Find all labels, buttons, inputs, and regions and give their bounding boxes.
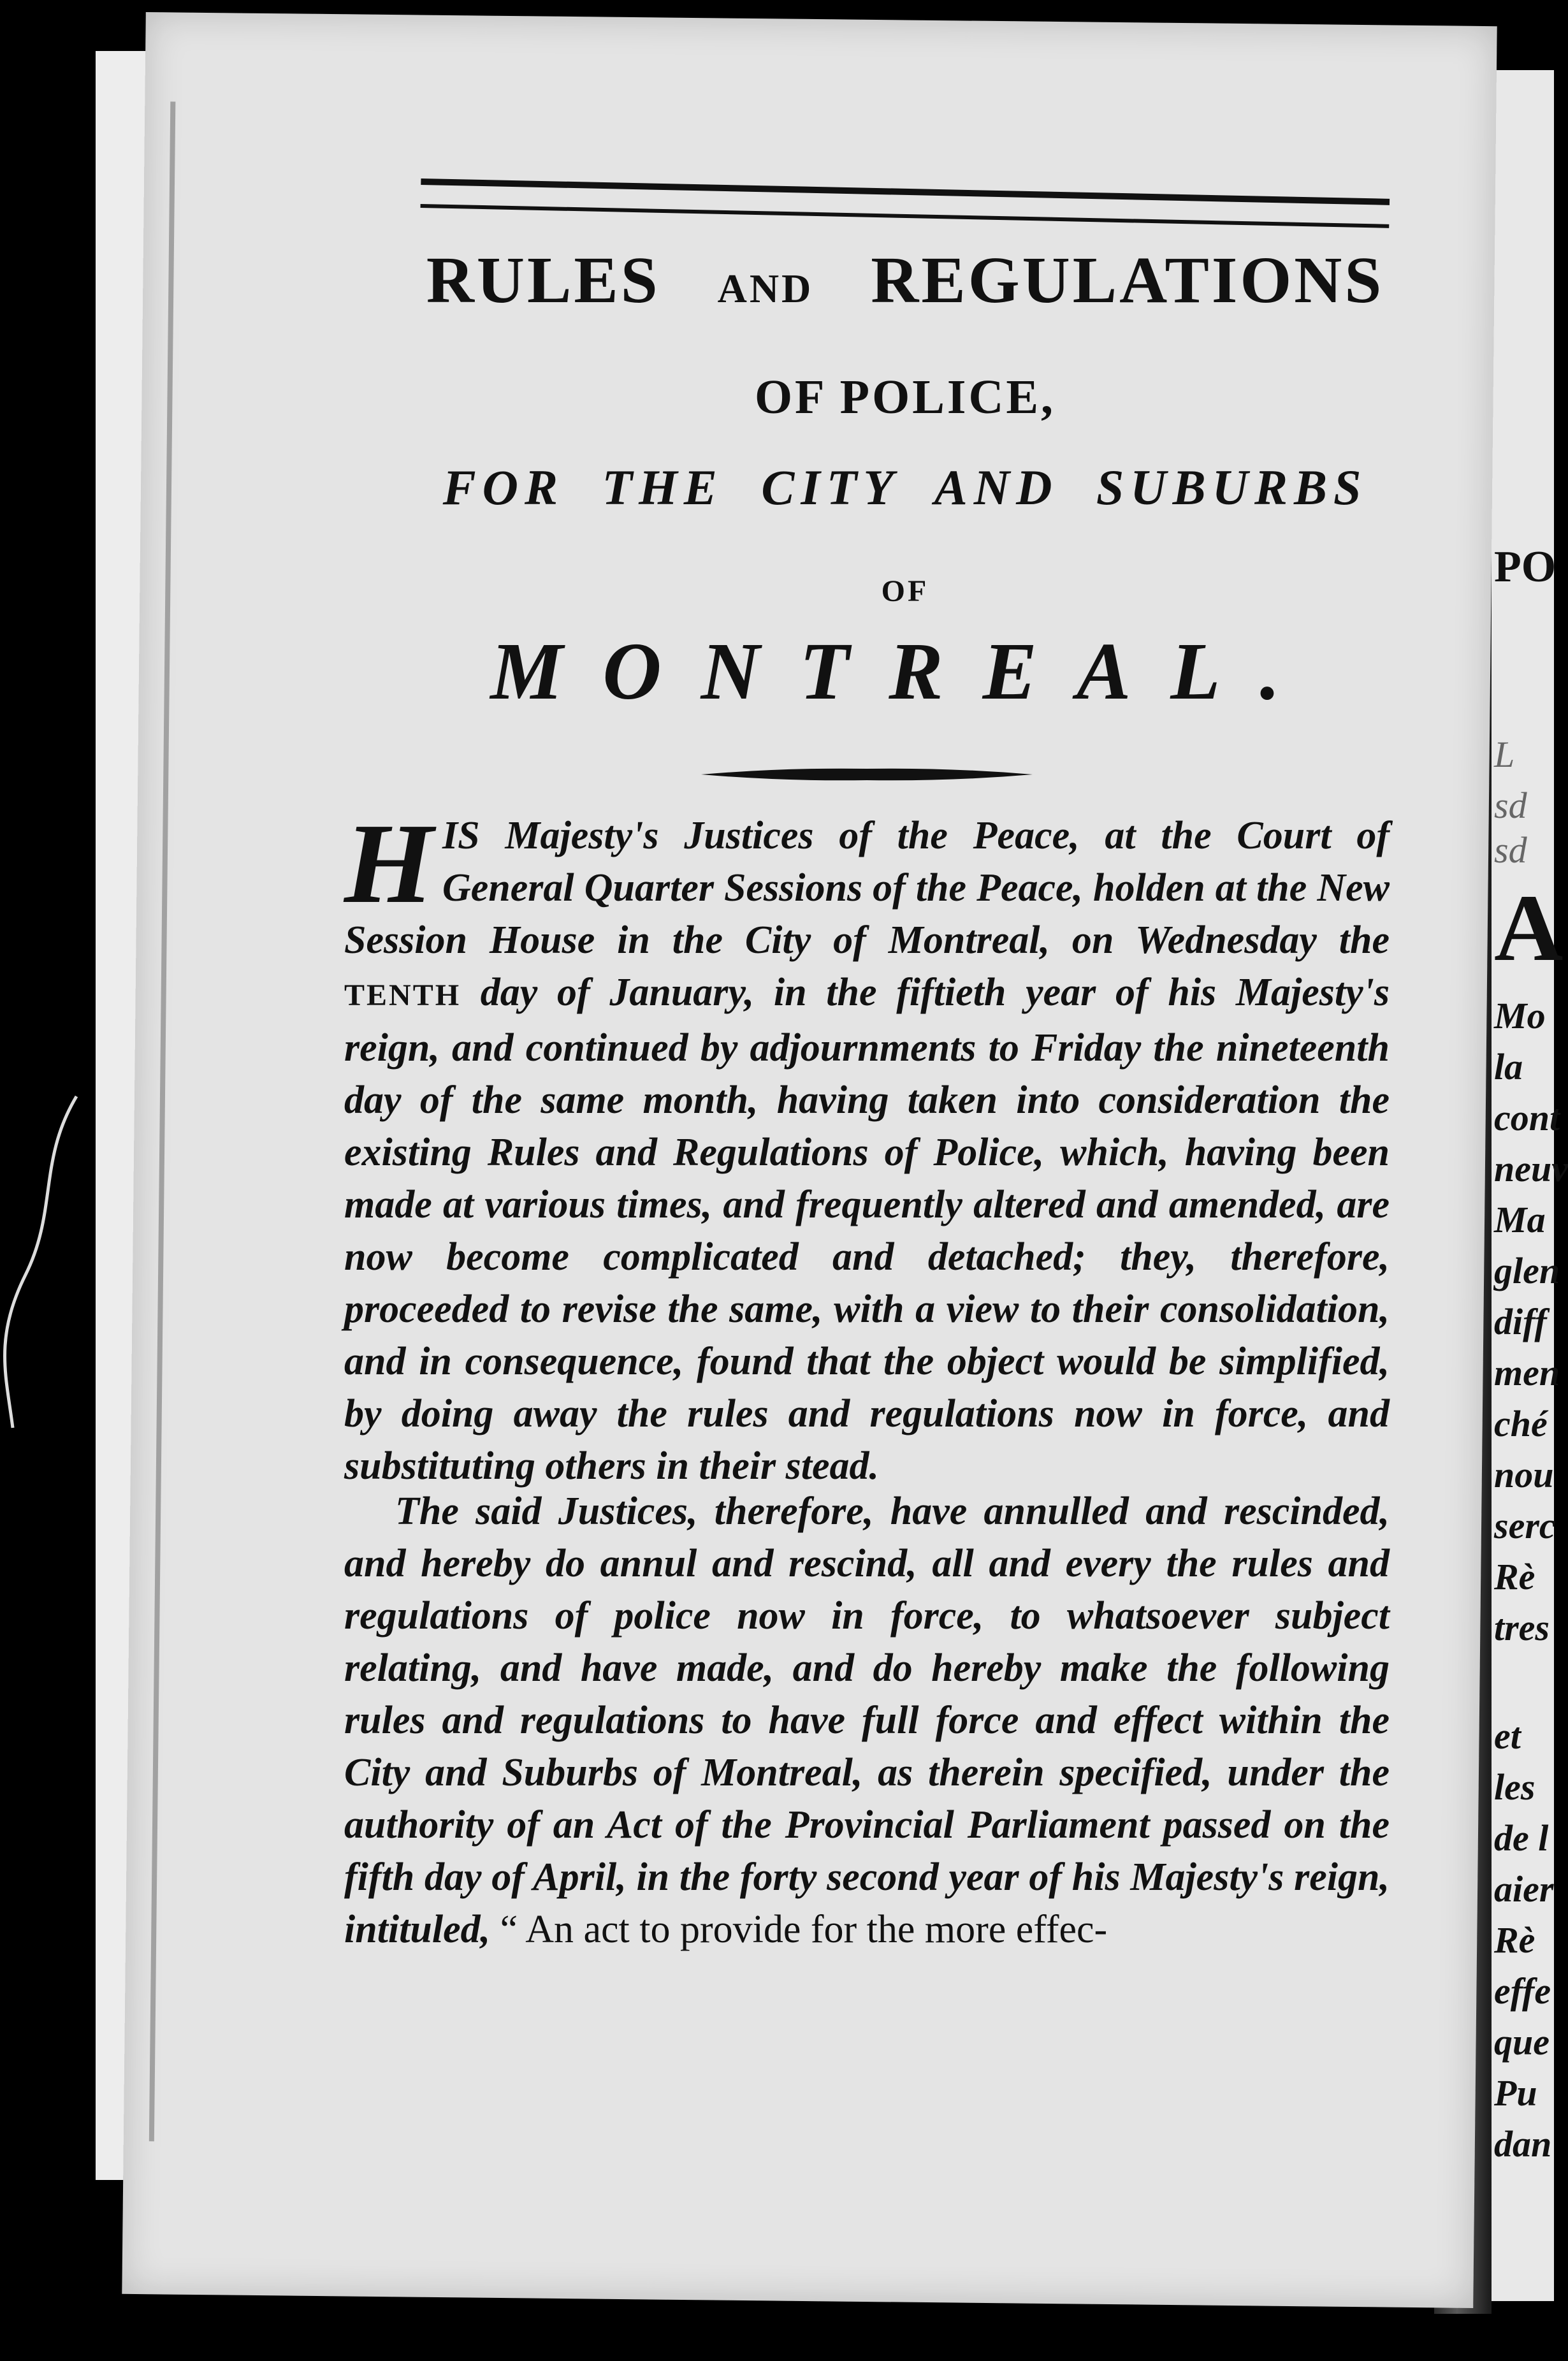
facing-page-line: la [1494, 1046, 1523, 1087]
facing-page-line: Rè [1494, 1556, 1535, 1597]
title-line-2: OF POLICE, [754, 370, 1056, 424]
facing-page-line: effe [1494, 1970, 1551, 2012]
title-word-rules: RULES [426, 243, 660, 317]
facing-page-line: glen [1494, 1250, 1560, 1291]
title-word-and: AND [717, 266, 814, 311]
facing-page-line: diff [1494, 1301, 1547, 1342]
facing-page-line: et [1494, 1715, 1521, 1757]
facing-page-line: Pu [1494, 2072, 1537, 2114]
facing-page-line: neuv [1494, 1148, 1568, 1189]
facing-page-line: aier [1494, 1868, 1554, 1910]
paragraph-1-text-b: day of January, in the fiftieth year of his Majesty's reign, and continued by adjournments to Friday the nineteenth day of the same month, having taken into consideration the existing Rules and Regulations of Police, which, having been made at various times, and frequently altered and amended, are now become complicated and detached; they, therefore, proceeded to revise the same, with a view to their consolidation, and in consequence, found that the object would be simplified, by doing away the rules and regulations now in force, and substituting others in their stead. [344, 971, 1390, 1488]
facing-page-line: nou [1494, 1454, 1554, 1495]
facing-page-line: sd [1494, 785, 1527, 826]
title-line-5: MONTREAL. [490, 626, 1320, 716]
title-line-3: FOR THE CITY AND SUBURBS [442, 460, 1368, 515]
facing-page-line: L [1494, 734, 1515, 775]
paragraph-1-text-a: IS Majesty's Justices of the Peace, at the Court of General Quarter Sessions of the Peace, holden at the New Session House in the City of Montreal, on Wednesday the [344, 814, 1390, 962]
ornament-rule [701, 765, 1033, 784]
facing-page-line: ché [1494, 1403, 1548, 1444]
facing-page-line: tres [1494, 1607, 1550, 1648]
facing-page-line: serc [1494, 1505, 1556, 1546]
page-edge-shadow [149, 101, 176, 2141]
facing-page-line: men [1494, 1352, 1560, 1393]
title-line-4: OF [881, 574, 929, 608]
facing-page [1492, 70, 1568, 2301]
paragraph-2 [344, 1485, 1390, 1956]
facing-page-line: les [1494, 1766, 1535, 1808]
paragraph-1-smallcaps: TENTH [344, 978, 461, 1012]
facing-page-dropcap: A [1494, 875, 1564, 981]
facing-page-line: cont [1494, 1097, 1560, 1138]
facing-page-line: Mo [1494, 995, 1546, 1036]
title-block [408, 0, 1402, 829]
facing-page-line: que [1494, 2021, 1550, 2063]
facing-page-line: de l [1494, 1817, 1549, 1859]
facing-page-line: sd [1494, 829, 1527, 871]
drop-cap: H [344, 800, 434, 927]
facing-page-line: Ma [1494, 1199, 1546, 1240]
paragraph-1 [344, 800, 1390, 1492]
title-word-regulations: REGULATIONS [871, 243, 1384, 317]
facing-page-line: Rè [1494, 1919, 1535, 1961]
facing-page-line: PO [1494, 542, 1557, 592]
thread-fiber [0, 1084, 83, 1441]
title-line-1 [408, 242, 1402, 318]
facing-page-line: dan [1494, 2123, 1552, 2165]
paragraph-2-text-a: The said Justices, therefore, have annulled and rescinded, and hereby do annul and rescind, all and every the rules and regulations of police now in force, to whatsoever subject relating, and have made, and do hereby make the following rules and regulations to have full force and effect within the City and Suburbs of Montreal, as therein specified, under the authority of an Act of the Provincial Parliament passed on the fifth day of April, in the forty second year of his Majesty's reign, intituled, [344, 1490, 1390, 1951]
paragraph-2-text-b: “ An act to provide for the more effec- [500, 1908, 1108, 1951]
